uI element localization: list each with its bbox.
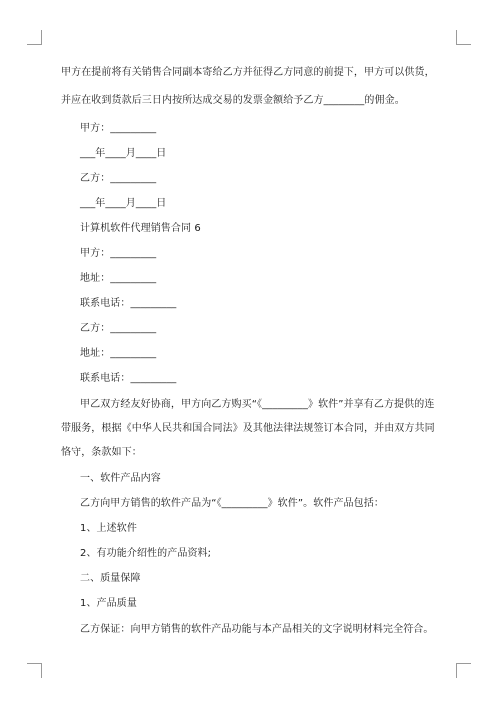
- paragraph-line: 甲乙双方经友好协商，甲方向乙方购买“《_________》软件”并享有乙方提供的连: [80, 399, 435, 410]
- party-b-field: 乙方：_________: [80, 323, 157, 334]
- list-item: 1、产品质量: [80, 598, 137, 609]
- section-title: 计算机软件代理销售合同 6: [80, 223, 201, 234]
- crop-mark-bottom-right: [456, 663, 471, 678]
- address-field: 地址：_________: [80, 348, 157, 359]
- crop-mark-top-right: [456, 30, 471, 45]
- paragraph-line: 乙方向甲方销售的软件产品为“《_________》软件”。软件产品包括：: [80, 498, 384, 509]
- paragraph-line: 带服务，根据《中华人民共和国合同法》及其他法律法规签订本合同，并由双方共同: [61, 423, 435, 434]
- party-a-signature: 甲方：_________: [80, 123, 157, 134]
- clause-heading: 二、质量保障: [80, 573, 141, 584]
- paragraph-line: 甲方在提前将有关销售合同副本寄给乙方并征得乙方同意的前提下，甲方可以供货，: [61, 67, 435, 78]
- paragraph-line: 恪守，条款如下：: [61, 447, 142, 458]
- party-a-field: 甲方：_________: [80, 248, 157, 259]
- crop-mark-bottom-left: [27, 663, 42, 678]
- address-field: 地址：_________: [80, 273, 157, 284]
- phone-field: 联系电话：_________: [80, 373, 177, 384]
- paragraph-line: 乙方保证：向甲方销售的软件产品功能与本产品相关的文字说明材料完全符合。: [80, 624, 434, 635]
- crop-mark-top-left: [27, 30, 42, 45]
- phone-field: 联系电话：_________: [80, 298, 177, 309]
- paragraph-line: 并应在收到货款后三日内按所达成交易的发票金额给予乙方________的佣金。: [61, 95, 405, 106]
- date-line: ___年____月____日: [80, 148, 167, 159]
- party-b-signature: 乙方：_________: [80, 173, 157, 184]
- clause-heading: 一、软件产品内容: [80, 473, 161, 484]
- list-item: 2、有功能介绍性的产品资料;: [80, 548, 212, 559]
- date-line: ___年____月____日: [80, 198, 167, 209]
- list-item: 1、上述软件: [80, 523, 137, 534]
